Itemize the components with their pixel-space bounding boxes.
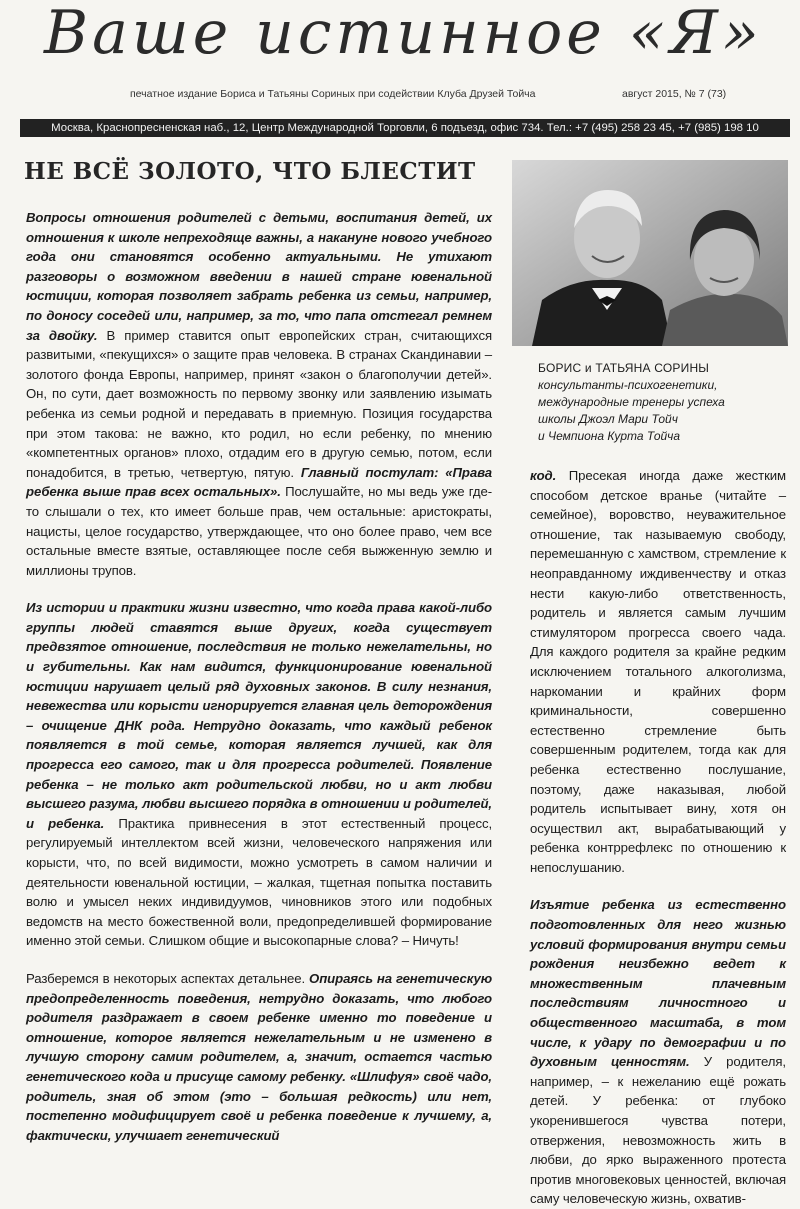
caption-role-1: консультанты-психогенетики, [538,378,718,392]
issue-number: август 2015, № 7 (73) [622,88,727,100]
emphasis-text: Главный постулат: «Права ребенка выше прав всех остальных». [26,464,492,500]
caption-names: БОРИС и ТАТЬЯНА СОРИНЫ [538,361,710,375]
lead-text: Вопросы отношения родителей с детьми, воспитания детей, их отношения к школе непреходяще важны, а накануне нового учебного года они становятся особенно актуальными. Не утихают разговоры о возможном введении в нашей стране ювенальной юстиции, которая позволяет забрать ребенка из семьи, например, по доносу соседей или, например, за то, что папа отстегал ремнем за двойку. [26,210,492,343]
body-text: В пример ставится опыт европейских стран, считающихся развитыми, «пекущихся» о защите прав человека. В странах Скандинавии – золотого фонда Европы, например, принят «закон о благополучии детей». Он, по сути, дает возможность по первому звонку или заявлению изымать ребенка из семьи родной и передавать в приемную. Позиция государства при этом такова: не важно, кто родил, но если ребенку, по мнению «компетентных органов» плохо, отдадим его в другую семью, потом, если понадобится, в третью, четвертую, пятую. [26,327,492,480]
paragraph-2 [26,598,492,951]
paragraph-5 [530,895,786,1209]
article-left-column [26,208,492,1145]
emphasis-text: Опираясь на генетическую предопределенность поведения, нетрудно доказать, что любого родителя раздражает в своем ребенке именно то поведение и отношение, которое является нежелательным и не изменено в лучшую сторону самим родителем, а, значит, остается частью генетического кода и присуще самому ребенку. «Шлифуя» своё чадо, родитель, зная об этом (это – большая редкость) или нет, постепенно модифицирует своё и ребенка поведение к лучшему, а, фактически, улучшает генетический [26,970,492,1143]
photo-caption [538,360,778,445]
body-text: Практика привнесения в этот естественный процесс, регулируемый интеллектом всей жизни, человеческого напряжения или корысти, что, по всей видимости, можно усмотреть в самом наличии и деятельности ювенальной юстиции, – жалкая, тщетная попытка поставить волю и умысел неких индивидуумов, чиновников этого или подобных ведомств на место божественной воли, предопределившей формирование именно этой семьи. Слишком общие и высокопарные слова? – Ничуть! [26,815,493,949]
article-right-column [530,466,786,1209]
masthead-title: Ваше истинное «Я» [44,0,763,68]
emphasis-text: Из истории и практики жизни известно, что когда права какой-либо группы людей ставятся выше других, когда существует предвзятое отношение, последствия не только нежелательны, но и губительны. Как нам видится, функционирование ювенальной юстиции нарушает целый ряд духовных законов. В силу незнания, невежества или корысти игнорируется главная цель деторождения – очищение ДНК рода. Нетрудно доказать, что каждый ребенок появляется в той семье, которая является лучшей, как для прогресса его самого, так и для прогресса родителей. Появление ребенка – не только акт родительской любви, но и акт любви высшего разума, любви высшего порядка в отношении и родителей, и ребенка. [26,600,492,831]
authors-photo [512,160,788,346]
paragraph-1 [26,208,492,580]
paragraph-3 [26,969,492,1145]
body-text: Разберемся в некоторых аспектах детальнее. [26,970,310,986]
body-text: У родителя, например, – к нежеланию ещё рожать детей. У ребенка: от глубоко укоренившегося чувства потери, отвержения, невозможность жить в любви, до ярко выраженного протеста против многовековых ценностей, включая саму человеческую жизнь, охватив- [530,1054,786,1207]
caption-role-3: школы Джоэл Мари Тойч [538,412,678,426]
paragraph-4 [530,466,786,877]
emphasis-text: Изъятие ребенка из естественно подготовленных для него жизнью условий формирования внутри семьи рождения неизбежно ведет к множественным плачевным последствиям личностного и общественного масштаба, в том числе, к удару по демографии и по духовным ценностям. [530,897,786,1070]
caption-role-2: международные тренеры успеха [538,395,725,409]
masthead [20,0,790,94]
body-text: Пресекая иногда даже жестким способом детское вранье (читайте – семейное), воровство, неуважительное отношение, так называемую свободу, перемешанную с хамством, стремление к неоправданному иждивенчеству и отказ нести какую-либо ответственность, родитель и является самым лучшим стимулятором прогресса своего чада. Для каждого родителя за крайне редким исключением тотального алкоголизма, наркомании и крайних форм криминальности, совершенно естественно стремление быть совершенным родителем, тогда как для ребенка естественно послушание, поэтому, даже наказывая, любой родитель испытывает вину, хотя он осуществил акт, вырабатывающий у ребенка контррефлекс по отношению к непослушанию. [530,468,786,875]
body-text: Послушайте, но мы ведь уже где-то слышали о тех, кто имеет больше прав, чем остальные: аристократы, нацисты, целое государство, утверждающее, что оно более право, чем все остальные вместе взятые, оставляющее после себя выжженную землю и миллионы трупов. [26,484,492,578]
caption-role-4: и Чемпиона Курта Тойча [538,429,681,443]
address-bar: Москва, Краснопресненская наб., 12, Центр Международной Торговли, 6 подъезд, офис 734. Тел.: +7 (495) 258 23 45, +7 (985) 198 10 [20,119,790,137]
article-headline: НЕ ВСЁ ЗОЛОТО, ЧТО БЛЕСТИТ [24,158,476,185]
emphasis-text: код. [530,468,557,483]
masthead-subtitle: печатное издание Бориса и Татьяны Сориных при содействии Клуба Друзей Тойча [130,88,536,100]
authors-photo-image [512,160,788,346]
